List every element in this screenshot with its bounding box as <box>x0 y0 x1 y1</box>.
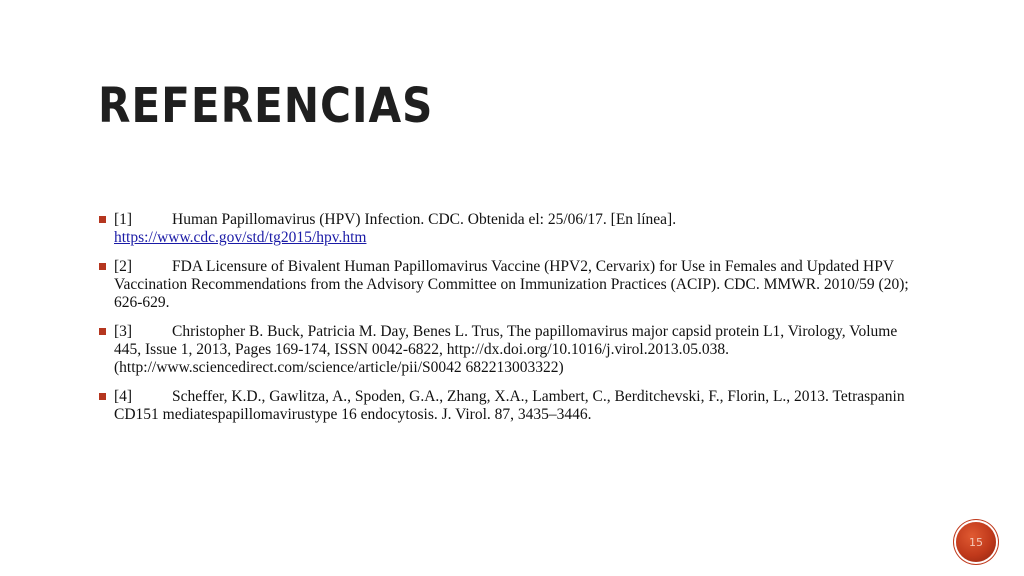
reference-item <box>98 323 928 377</box>
reference-list <box>98 211 928 435</box>
square-bullet-icon <box>99 328 106 335</box>
reference-text: Human Papillomavirus (HPV) Infection. CDC. Obtenida el: 25/06/17. [En línea]. <box>172 211 677 228</box>
reference-item <box>98 258 928 312</box>
reference-text: Christopher B. Buck, Patricia M. Day, Benes L. Trus, The papillomavirus major capsid protein L1, Virology, Volume 445, Issue 1, 2013, Pages 169-174, ISSN 0042-6822, http://dx.doi.org/10.1016/j.virol.2013.05.038.(http://www.sciencedirect.com/science/article/pii/S0042 682213003322) <box>114 323 898 376</box>
slide-title: REFERENCIAS <box>98 78 434 134</box>
reference-number: [4] <box>114 388 133 405</box>
page-number: 15 <box>969 535 983 549</box>
reference-number: [3] <box>114 323 133 340</box>
square-bullet-icon <box>99 216 106 223</box>
reference-item <box>98 388 928 424</box>
reference-text: FDA Licensure of Bivalent Human Papillomavirus Vaccine (HPV2, Cervarix) for Use in Females and Updated HPV Vaccination Recommendations from the Advisory Committee on Immunization Practices (ACIP). CDC. MMWR. 2010/59 (20); 626-629. <box>114 258 909 311</box>
page-number-badge <box>956 522 996 562</box>
reference-number: [2] <box>114 258 133 275</box>
reference-item <box>98 211 928 247</box>
reference-link[interactable]: https://www.cdc.gov/std/tg2015/hpv.htm <box>114 229 367 246</box>
square-bullet-icon <box>99 263 106 270</box>
reference-text: Scheffer, K.D., Gawlitza, A., Spoden, G.A., Zhang, X.A., Lambert, C., Berditchevski, F., Florin, L., 2013. Tetraspanin CD151 mediatespapillomavirustype 16 endocytosis. J. Virol. 87, 3435–3446. <box>114 388 905 423</box>
square-bullet-icon <box>99 393 106 400</box>
reference-number: [1] <box>114 211 133 228</box>
